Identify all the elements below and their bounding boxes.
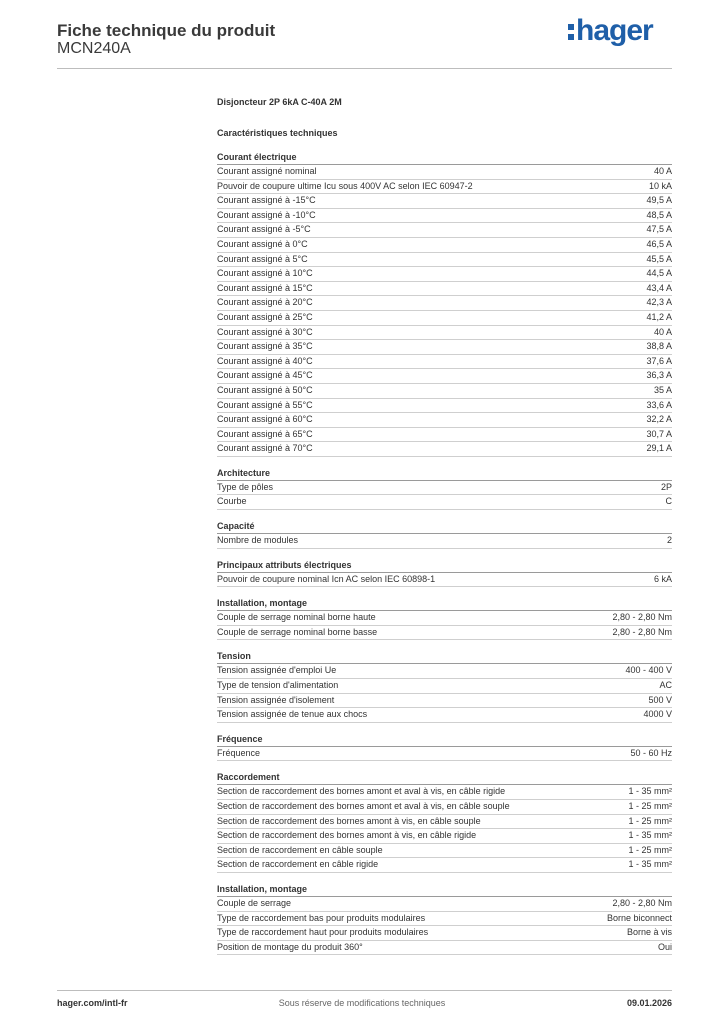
spec-row	[217, 573, 672, 588]
spec-label: Courant assigné à -10°C	[217, 209, 316, 220]
footer-disclaimer: Sous réserve de modifications techniques	[278, 998, 446, 1008]
spec-value: 37,6 A	[646, 355, 672, 366]
spec-value: AC	[659, 680, 672, 691]
spec-row	[217, 253, 672, 268]
spec-label: Courant assigné nominal	[217, 166, 317, 176]
spec-row	[217, 267, 672, 282]
spec-row	[217, 238, 672, 253]
spec-value: 47,5 A	[646, 224, 672, 235]
spec-label: Pouvoir de coupure nominal Icn AC selon IEC 60898-1	[217, 573, 436, 584]
spec-section	[217, 150, 672, 457]
spec-label: Section de raccordement en câble rigide	[217, 859, 379, 870]
spec-label: Courant assigné à 10°C	[217, 268, 313, 279]
logo-dots-icon	[568, 22, 574, 42]
spec-row	[217, 399, 672, 414]
spec-value: 1 - 25 mm²	[628, 844, 672, 855]
spec-label: Courant assigné à 30°C	[217, 326, 313, 337]
spec-value: C	[665, 496, 672, 507]
spec-row	[217, 611, 672, 626]
spec-label: Courant assigné à 70°C	[217, 443, 313, 454]
spec-value: 2P	[660, 481, 672, 492]
spec-value: 46,5 A	[646, 238, 672, 249]
spec-label: Pouvoir de coupure ultime Icu sous 400V AC selon IEC 60947-2	[217, 180, 473, 191]
section-title: Fréquence	[217, 732, 672, 747]
spec-value: 6 kA	[653, 573, 672, 584]
spec-label: Type de pôles	[217, 481, 274, 492]
spec-sections	[217, 150, 672, 955]
spec-label: Section de raccordement en câble souple	[217, 844, 383, 855]
spec-row	[217, 223, 672, 238]
spec-label: Tension assignée de tenue aux chocs	[217, 709, 368, 720]
spec-row	[217, 369, 672, 384]
spec-row	[217, 384, 672, 399]
spec-label: Courant assigné à 60°C	[217, 414, 313, 425]
spec-value: 38,8 A	[646, 341, 672, 352]
spec-row	[217, 442, 672, 457]
spec-value: 33,6 A	[646, 399, 672, 410]
spec-label: Tension assignée d'isolement	[217, 694, 335, 705]
spec-value: 1 - 25 mm²	[628, 815, 672, 826]
spec-row	[217, 747, 672, 762]
spec-label: Couple de serrage nominal borne basse	[217, 626, 378, 637]
spec-row	[217, 355, 672, 370]
section-title: Principaux attributs électriques	[217, 558, 672, 573]
logo-text: hager	[576, 14, 653, 47]
spec-row	[217, 326, 672, 341]
spec-row	[217, 340, 672, 355]
section-title: Courant électrique	[217, 150, 672, 165]
spec-row	[217, 194, 672, 209]
spec-label: Courant assigné à 40°C	[217, 355, 313, 366]
spec-row	[217, 534, 672, 549]
spec-value: 2,80 - 2,80 Nm	[612, 897, 672, 908]
spec-row	[217, 829, 672, 844]
datasheet-content	[217, 95, 672, 964]
spec-value: 4000 V	[643, 709, 672, 720]
spec-label: Courant assigné à 5°C	[217, 253, 308, 264]
spec-value: 45,5 A	[646, 253, 672, 264]
spec-row	[217, 912, 672, 927]
spec-value: 29,1 A	[646, 443, 672, 454]
spec-section	[217, 649, 672, 722]
spec-row	[217, 282, 672, 297]
spec-label: Courant assigné à 65°C	[217, 428, 313, 439]
spec-row	[217, 626, 672, 641]
spec-row	[217, 679, 672, 694]
spec-label: Courant assigné à 55°C	[217, 399, 313, 410]
spec-value: 400 - 400 V	[625, 665, 672, 676]
spec-section	[217, 882, 672, 955]
spec-row	[217, 428, 672, 443]
spec-label: Type de raccordement bas pour produits modulaires	[217, 912, 426, 923]
spec-value: 32,2 A	[646, 414, 672, 425]
spec-section	[217, 732, 672, 762]
section-title: Installation, montage	[217, 596, 672, 611]
spec-row	[217, 897, 672, 912]
spec-value: Oui	[657, 941, 672, 952]
spec-label: Position de montage du produit 360°	[217, 941, 363, 952]
spec-value: Borne biconnect	[606, 912, 672, 923]
section-title: Raccordement	[217, 770, 672, 785]
spec-value: 41,2 A	[646, 311, 672, 322]
spec-value: 1 - 35 mm²	[628, 830, 672, 841]
spec-label: Courant assigné à -15°C	[217, 195, 316, 206]
spec-row	[217, 664, 672, 679]
spec-row	[217, 844, 672, 859]
spec-label: Fréquence	[217, 747, 261, 758]
footer-divider	[57, 990, 672, 991]
spec-label: Courant assigné à 15°C	[217, 282, 313, 293]
spec-row	[217, 296, 672, 311]
spec-section	[217, 558, 672, 588]
spec-value: 49,5 A	[646, 195, 672, 206]
spec-row	[217, 481, 672, 496]
spec-label: Section de raccordement des bornes amont à vis, en câble souple	[217, 815, 481, 826]
spec-section	[217, 596, 672, 640]
spec-value: 50 - 60 Hz	[630, 747, 672, 758]
spec-row	[217, 311, 672, 326]
section-title: Architecture	[217, 466, 672, 481]
spec-value: 30,7 A	[646, 428, 672, 439]
spec-label: Courbe	[217, 496, 247, 507]
spec-label: Type de tension d'alimentation	[217, 680, 339, 691]
spec-row	[217, 785, 672, 800]
spec-label: Section de raccordement des bornes amont à vis, en câble rigide	[217, 830, 477, 841]
spec-label: Tension assignée d'emploi Ue	[217, 665, 337, 676]
spec-value: Borne à vis	[626, 927, 672, 938]
spec-row	[217, 209, 672, 224]
spec-value: 2	[666, 535, 672, 546]
spec-value: 42,3 A	[646, 297, 672, 308]
hager-logo	[568, 14, 653, 48]
header-divider	[57, 68, 672, 69]
section-title: Capacité	[217, 519, 672, 534]
spec-label: Section de raccordement des bornes amont et aval à vis, en câble rigide	[217, 786, 506, 797]
spec-value: 500 V	[648, 694, 672, 705]
spec-label: Section de raccordement des bornes amont et aval à vis, en câble souple	[217, 801, 510, 811]
spec-value: 35 A	[653, 384, 672, 395]
spec-value: 1 - 35 mm²	[628, 786, 672, 797]
spec-label: Courant assigné à -5°C	[217, 224, 311, 235]
spec-label: Courant assigné à 20°C	[217, 297, 313, 308]
spec-value: 43,4 A	[646, 282, 672, 293]
spec-label: Courant assigné à 35°C	[217, 341, 313, 352]
spec-value: 40 A	[653, 166, 672, 176]
spec-label: Courant assigné à 0°C	[217, 238, 308, 249]
spec-row	[217, 858, 672, 873]
spec-value: 1 - 35 mm²	[628, 859, 672, 870]
spec-value: 2,80 - 2,80 Nm	[612, 612, 672, 623]
section-title: Installation, montage	[217, 882, 672, 897]
spec-row	[217, 708, 672, 723]
spec-row	[217, 926, 672, 941]
spec-row	[217, 495, 672, 510]
spec-section	[217, 466, 672, 510]
product-reference: MCN240A	[57, 40, 131, 57]
page-title: Fiche technique du produit	[57, 21, 276, 40]
spec-row	[217, 694, 672, 709]
spec-value: 40 A	[653, 326, 672, 337]
spec-row	[217, 165, 672, 180]
spec-value: 48,5 A	[646, 209, 672, 220]
spec-row	[217, 413, 672, 428]
spec-label: Couple de serrage	[217, 897, 292, 908]
spec-label: Nombre de modules	[217, 535, 299, 546]
spec-row	[217, 941, 672, 956]
spec-section	[217, 519, 672, 549]
spec-value: 44,5 A	[646, 268, 672, 279]
spec-label: Courant assigné à 25°C	[217, 311, 313, 322]
footer-website[interactable]: hager.com/intl-fr	[57, 998, 128, 1008]
spec-row	[217, 800, 672, 815]
spec-section	[217, 770, 672, 873]
spec-label: Courant assigné à 45°C	[217, 370, 313, 381]
spec-label: Type de raccordement haut pour produits modulaires	[217, 927, 429, 938]
spec-label: Courant assigné à 50°C	[217, 384, 313, 395]
spec-value: 2,80 - 2,80 Nm	[612, 626, 672, 637]
section-title: Tension	[217, 649, 672, 664]
spec-label: Couple de serrage nominal borne haute	[217, 612, 376, 623]
spec-value: 1 - 25 mm²	[628, 801, 672, 811]
footer-date: 09.01.2026	[626, 998, 672, 1008]
product-name: Disjoncteur 2P 6kA C-40A 2M	[217, 97, 342, 107]
technical-characteristics-title: Caractéristiques techniques	[217, 128, 338, 138]
spec-value: 36,3 A	[646, 370, 672, 381]
spec-value: 10 kA	[648, 180, 672, 191]
spec-row	[217, 815, 672, 830]
spec-row	[217, 180, 672, 195]
